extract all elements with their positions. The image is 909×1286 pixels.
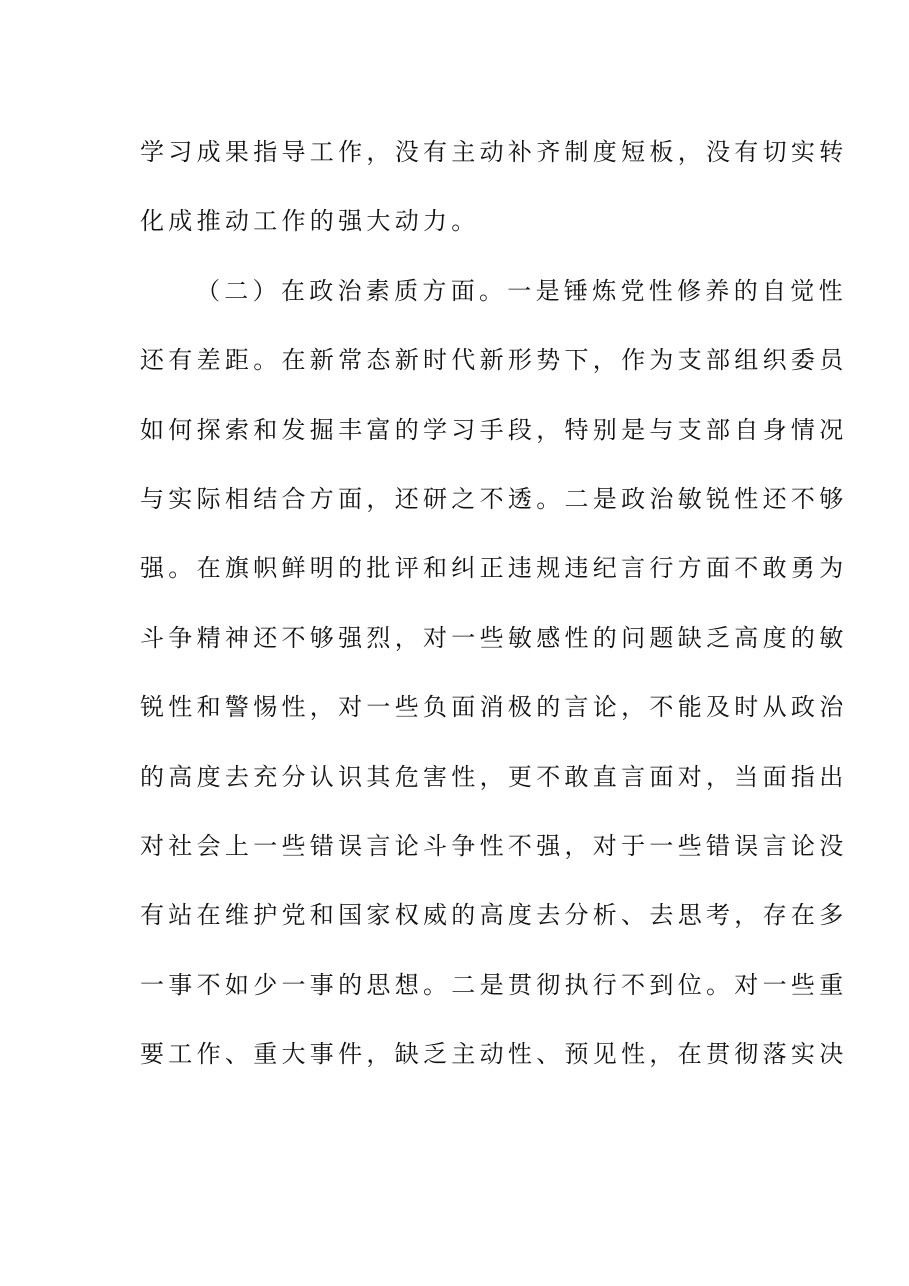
text-line: 要工作、重大事件，缺乏主动性、预见性，在贯彻落实决 bbox=[140, 1040, 848, 1069]
text-line: 有站在维护党和国家权威的高度去分析、去思考，存在多 bbox=[140, 901, 848, 930]
text-line: 与实际相结合方面，还研之不透。二是政治敏锐性还不够 bbox=[140, 484, 848, 513]
text-line: 如何探索和发掘丰富的学习手段，特别是与支部自身情况 bbox=[140, 415, 848, 444]
text-line: 强。在旗帜鲜明的批评和纠正违规违纪言行方面不敢勇为 bbox=[140, 554, 848, 583]
text-line: 一事不如少一事的思想。二是贯彻执行不到位。对一些重 bbox=[140, 970, 848, 999]
section-heading-line: （二）在政治素质方面。一是锤炼党性修养的自觉性 bbox=[196, 276, 847, 305]
text-line: 的高度去充分认识其危害性，更不敢直言面对，当面指出 bbox=[140, 762, 848, 791]
text-line: 还有差距。在新常态新时代新形势下，作为支部组织委员 bbox=[140, 346, 848, 375]
text-line: 对社会上一些错误言论斗争性不强，对于一些错误言论没 bbox=[140, 831, 848, 860]
text-line: 学习成果指导工作，没有主动补齐制度短板，没有切实转 bbox=[140, 138, 848, 166]
text-line: 化成推动工作的强大动力。 bbox=[140, 207, 480, 236]
text-line: 锐性和警惕性，对一些负面消极的言论，不能及时从政治 bbox=[140, 693, 848, 722]
body-text bbox=[140, 118, 848, 1089]
text-line: 斗争精神还不够强烈，对一些敏感性的问题缺乏高度的敏 bbox=[140, 623, 848, 652]
